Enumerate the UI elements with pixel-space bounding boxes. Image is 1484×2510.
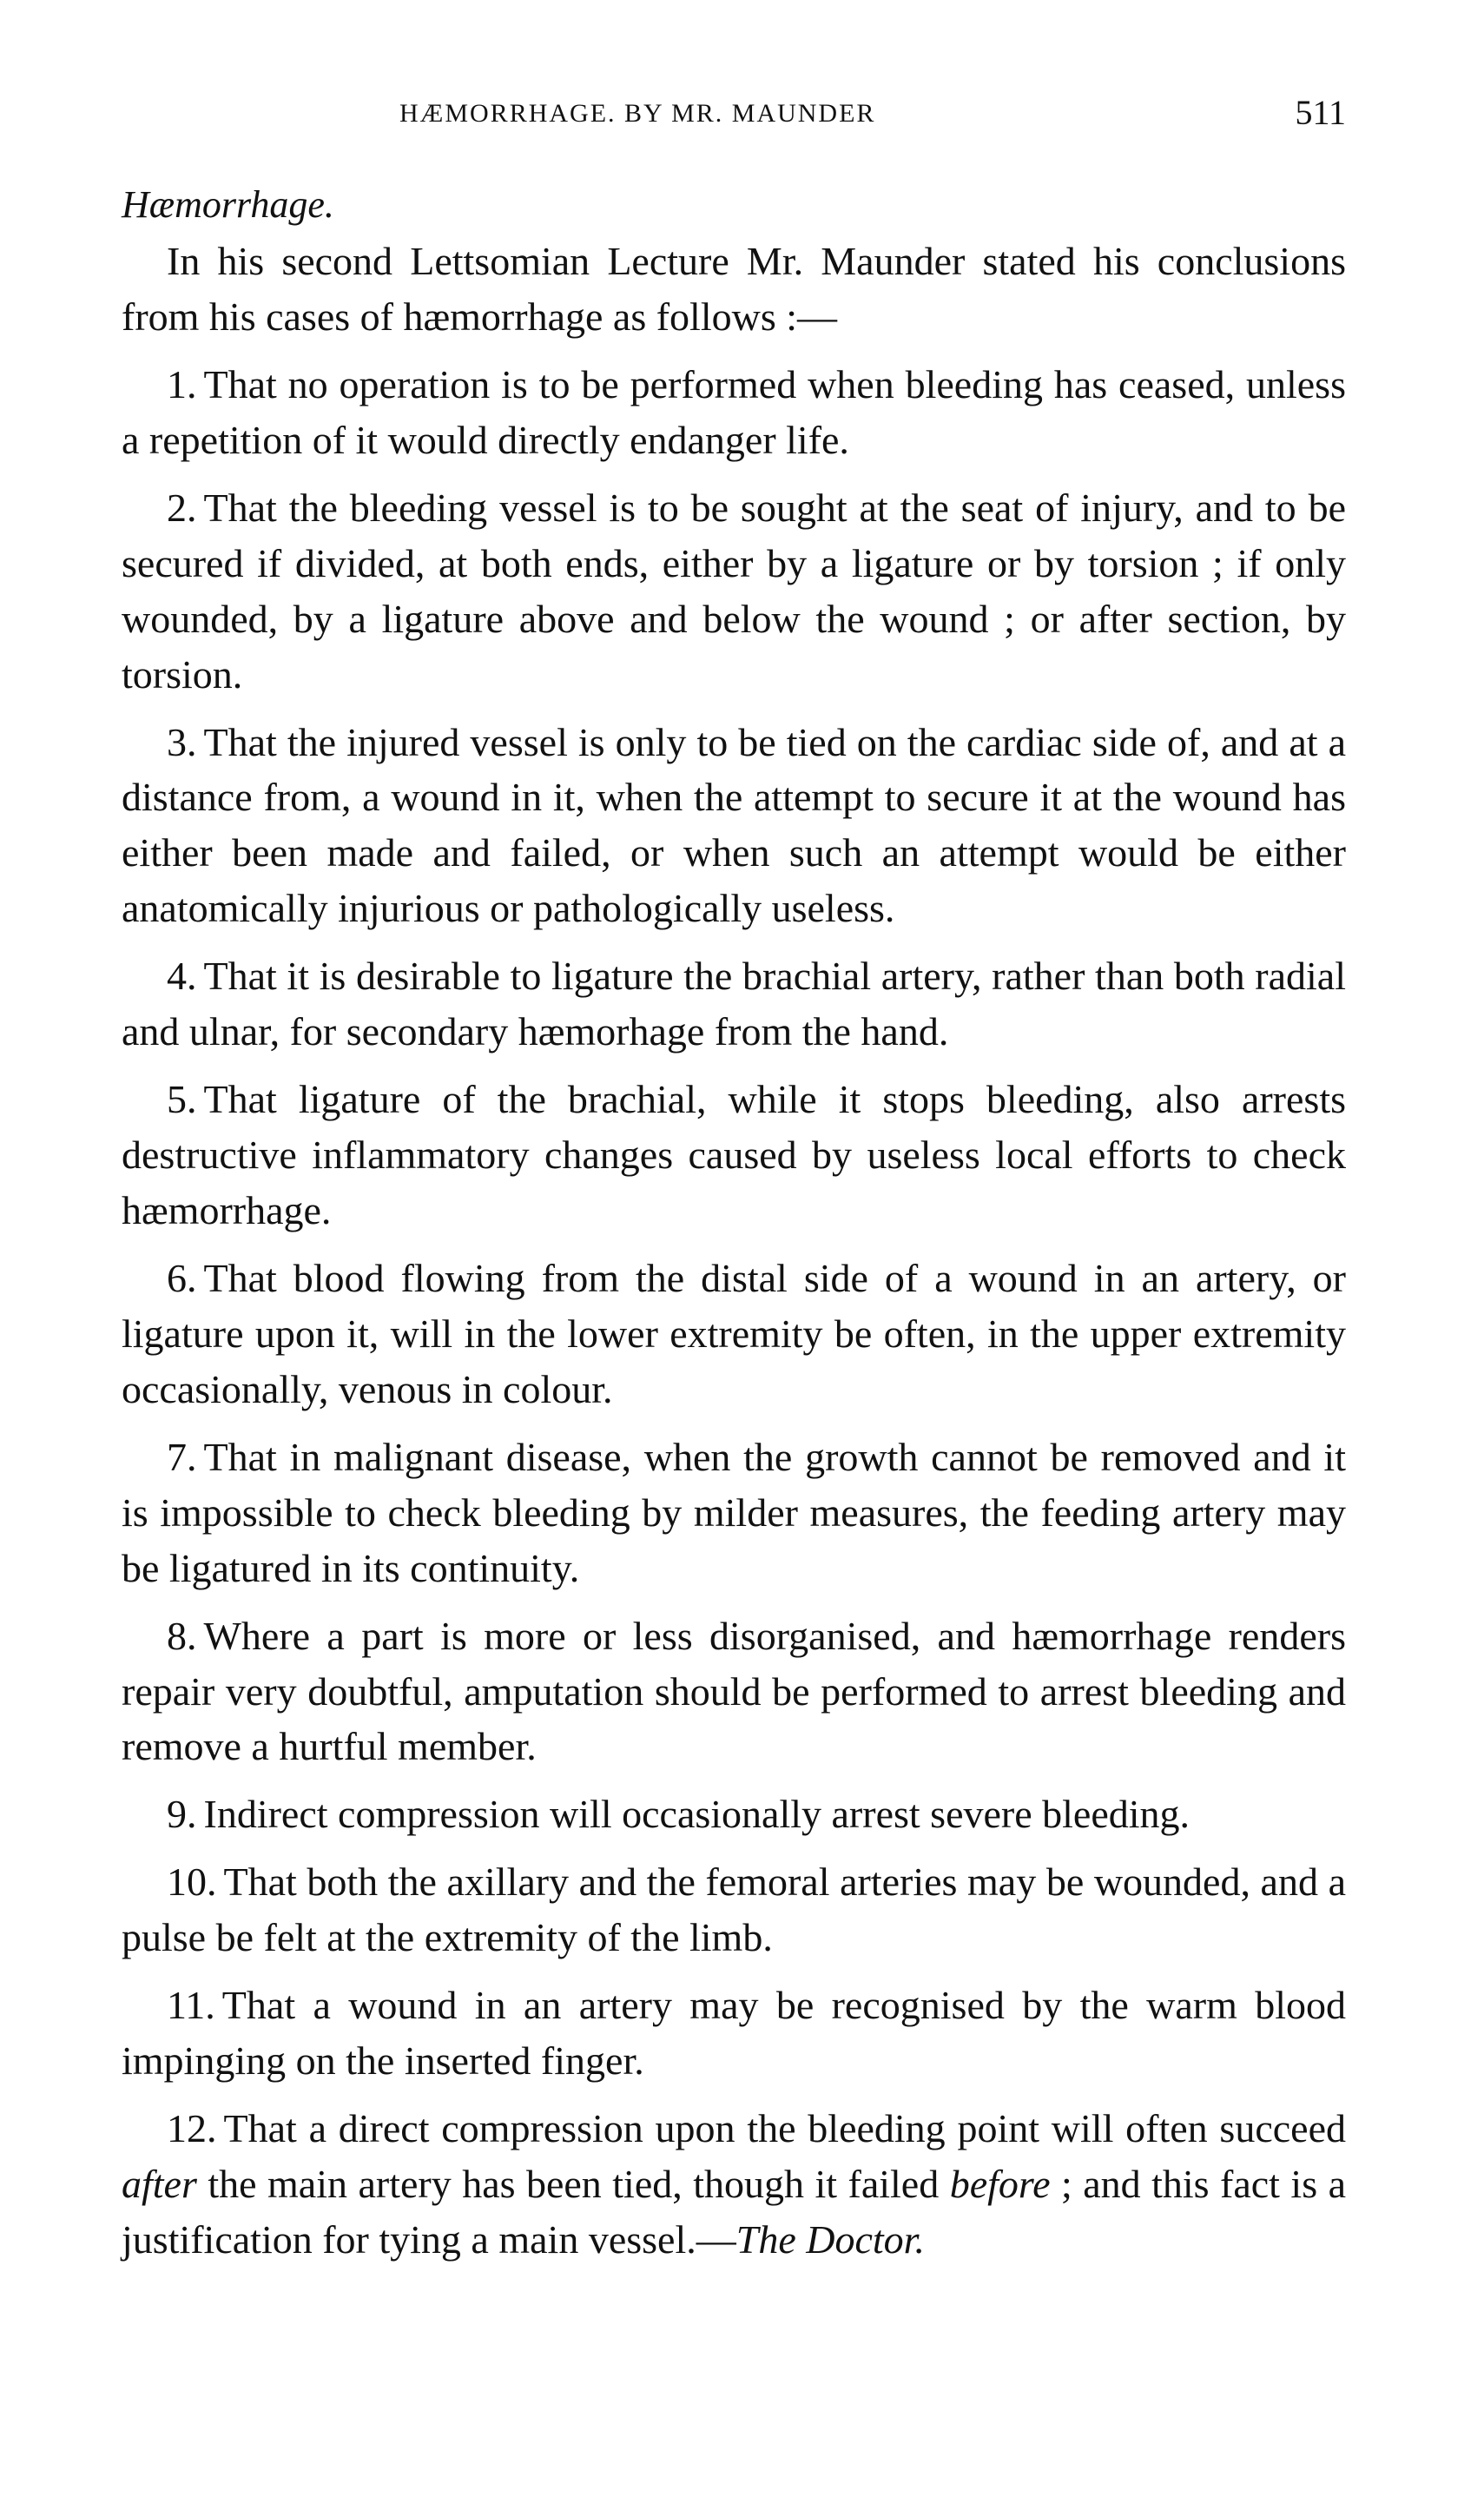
item-text-part: That a direct compression upon the bleeding point will often succeed: [223, 2106, 1346, 2151]
list-item: [122, 1787, 1346, 1842]
item-text: That a wound in an artery may be recognised by the warm blood impinging on the inserted finger.: [122, 1983, 1346, 2084]
list-item: [122, 948, 1346, 1060]
list-item: [122, 1608, 1346, 1775]
section-heading: Hæmorrhage.: [122, 183, 334, 226]
running-head: [122, 87, 1346, 156]
item-text: That the bleeding vessel is to be sought at the seat of injury, and to be secured if divided, at both ends, either by a ligature or by torsion ; if only wounded, by a ligature above and below the wound ; or after section, by torsion.: [122, 485, 1346, 697]
item-text: That ligature of the brachial, while it stops bleeding, also arrests destructive inflammatory changes caused by useless local efforts to check hæmorrhage.: [122, 1077, 1346, 1232]
item-number: 8.: [167, 1613, 197, 1658]
item-text: That the injured vessel is only to be tied on the cardiac side of, and at a distance from, a wound in it, when the attempt to secure it at the wound has either been made and failed, or when such an attempt would be either anatomically injurious or pathologically useless.: [122, 719, 1346, 931]
item-number: 12.: [167, 2106, 217, 2151]
item-number: 1.: [167, 361, 197, 406]
list-item-last: [122, 2101, 1346, 2268]
item-number: 4.: [167, 954, 197, 999]
running-title: HÆMORRHAGE. BY MR. MAUNDER: [399, 99, 876, 128]
item-text-part: the main artery has been tied, though it failed: [196, 2162, 950, 2206]
item-text: That both the axillary and the femoral arteries may be wounded, and a pulse be felt at the extremity of the limb.: [122, 1859, 1346, 1960]
emphasis-before: before: [949, 2162, 1051, 2206]
item-number: 2.: [167, 485, 197, 530]
item-number: 3.: [167, 719, 197, 764]
conclusions-list: [122, 357, 1346, 2268]
item-number: 6.: [167, 1255, 197, 1300]
item-text: That no operation is to be performed when bleeding has ceased, unless a repetition of it would directly endanger life.: [122, 361, 1346, 462]
item-text: That it is desirable to ligature the brachial artery, rather than both radial and ulnar, for secondary hæmorhage from the hand.: [122, 954, 1346, 1054]
emphasis-after: after: [122, 2162, 197, 2206]
item-number: 10.: [167, 1859, 217, 1905]
item-text: That blood flowing from the distal side of a wound in an artery, or ligature upon it, will in the lower extremity be often, in the upper extremity occasionally, venous in colour.: [122, 1255, 1346, 1411]
item-number: 11.: [167, 1983, 215, 2028]
item-number: 7.: [167, 1434, 197, 1479]
list-item: [122, 1854, 1346, 1965]
list-item: [122, 357, 1346, 468]
item-text: That in malignant disease, when the growth cannot be removed and it is impossible to check bleeding by milder measures, the feeding artery may be ligatured in its continuity.: [122, 1434, 1346, 1590]
intro-paragraph: In his second Lettsomian Lecture Mr. Maunder stated his conclusions from his cases of hæmorrhage as follows :—: [122, 239, 1346, 339]
list-item: [122, 1430, 1346, 1596]
page-number: 511: [1295, 93, 1346, 132]
list-item: [122, 1072, 1346, 1238]
list-item: [122, 715, 1346, 937]
item-number: 9.: [167, 1792, 197, 1837]
source-citation: The Doctor.: [735, 2216, 925, 2262]
item-text: Where a part is more or less disorganised, and hæmorrhage renders repair very doubtful, amputation should be performed to arrest bleeding and remove a hurtful member.: [122, 1613, 1346, 1769]
list-item: [122, 1978, 1346, 2089]
item-number: 5.: [167, 1077, 197, 1122]
document-page: [122, 87, 1346, 2280]
list-item: [122, 1251, 1346, 1417]
list-item: [122, 480, 1346, 703]
item-text-part: ; and this fact is a justification for tying a main vessel.—: [122, 2162, 1346, 2262]
item-text: Indirect compression will occasionally arrest severe bleeding.: [203, 1792, 1190, 1837]
